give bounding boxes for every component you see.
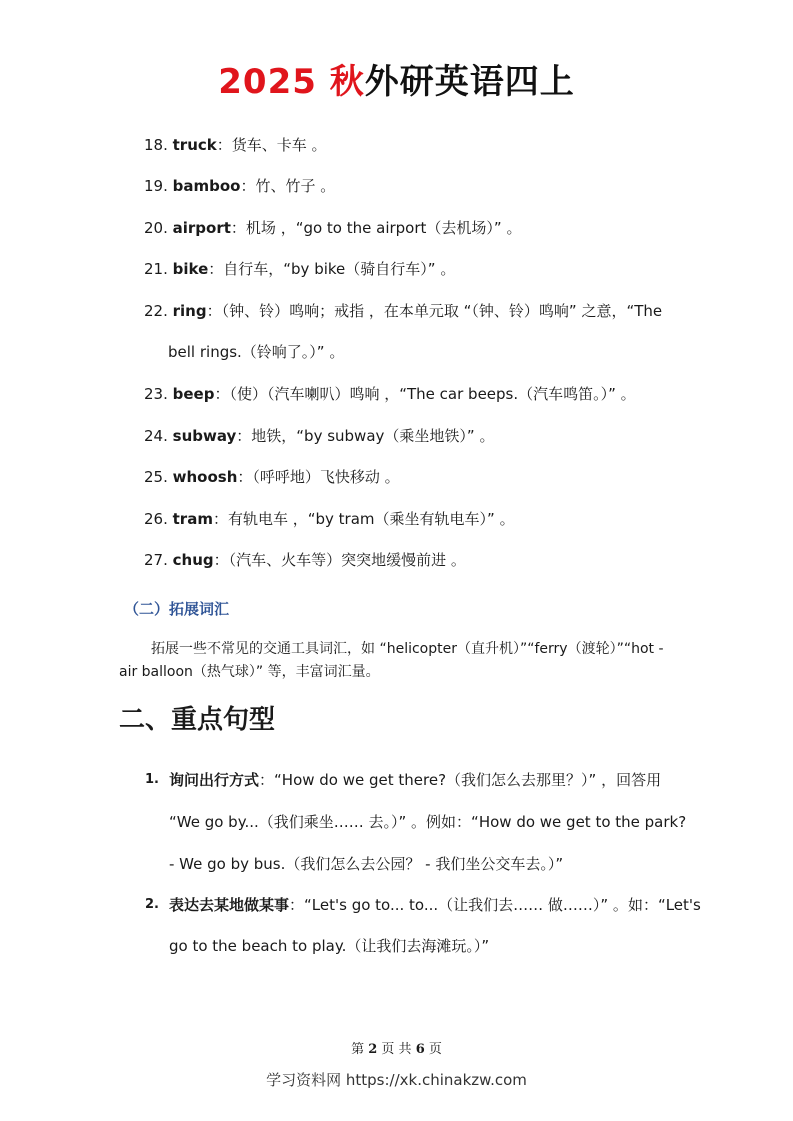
vocab-word: airport [172, 219, 231, 237]
title-subject: 外研英语四上 [364, 62, 575, 102]
sentence-text: ：“How do we get there?（我们怎么去那里？）” ，回答用 [259, 771, 662, 789]
title-year: 2025 [218, 62, 317, 102]
vocab-number: 22. [144, 302, 168, 320]
vocab-item-26 [144, 508, 515, 530]
vocab-word: ring [172, 302, 207, 320]
vocab-definition: ：机场 ，“go to the airport（去机场）” 。 [230, 219, 522, 237]
vocab-word: truck [172, 136, 217, 154]
vocab-word: tram [172, 510, 213, 528]
vocab-word: beep [172, 385, 215, 403]
vocab-item-27 [144, 549, 466, 571]
sentence-label: 询问出行方式 [169, 771, 260, 789]
vocab-number: 26. [144, 510, 168, 528]
vocab-item-23 [144, 383, 636, 405]
sentence-label: 表达去某地做某事 [169, 896, 290, 914]
vocab-number: 23. [144, 385, 168, 403]
vocab-word: chug [172, 551, 214, 569]
vocab-definition: ：（汽车、火车等）突突地缓慢前进 。 [213, 551, 466, 569]
title-season: 秋 [329, 62, 365, 102]
vocab-number: 21. [144, 260, 168, 278]
vocab-item-19 [144, 175, 335, 197]
sentence-number: 2. [145, 897, 159, 912]
vocab-word: subway [172, 427, 237, 445]
page-prefix: 第 [351, 1042, 365, 1057]
vocab-definition: ：竹、竹子 。 [240, 177, 336, 195]
page-mid: 页 共 [381, 1042, 412, 1057]
vocab-item-25 [144, 466, 400, 488]
page-suffix: 页 [428, 1042, 442, 1057]
vocab-word: whoosh [172, 468, 238, 486]
vocab-number: 20. [144, 219, 168, 237]
sentence-text: ：“Let's go to... to...（让我们去…… 做……）” 。如：“Let's [289, 896, 701, 914]
vocab-definition: ：（呼呼地）飞快移动 。 [237, 468, 400, 486]
vocab-word: bamboo [172, 177, 241, 195]
vocab-item-24 [144, 425, 494, 447]
page-current: 2 [368, 1042, 378, 1057]
sentence-number: 1. [145, 772, 159, 787]
sentence-line: go to the beach to play.（让我们去海滩玩。）” [169, 937, 490, 955]
vocab-word: bike [172, 260, 209, 278]
section-heading: 二、重点句型 [119, 705, 276, 735]
sentence-line: - We go by bus.（我们怎么去公园？ - 我们坐公交车去。）” [169, 855, 564, 873]
vocab-definition: ：货车、卡车 。 [216, 136, 327, 154]
vocab-number: 27. [144, 551, 168, 569]
vocab-definition: ：（使）（汽车喇叭）鸣响 ，“The car beeps.（汽车鸣笛。）” 。 [214, 385, 636, 403]
page-title [0, 58, 793, 106]
sentence-line: “We go by...（我们乘坐…… 去。）” 。例如：“How do we get to the park? [169, 813, 687, 831]
page-total: 6 [415, 1042, 425, 1057]
vocab-item-21 [144, 258, 455, 280]
extension-paragraph: 拓展一些不常见的交通工具词汇，如 “helicopter（直升机）”“ferry（渡轮）”“hot - air balloon（热气球）” 等，丰富词汇量。 [119, 641, 664, 680]
vocab-number: 25. [144, 468, 168, 486]
site-watermark: 学习资料网 https://xk.chinakzw.com [266, 1071, 527, 1089]
vocab-definition: ：地铁，“by subway（乘坐地铁）” 。 [236, 427, 495, 445]
vocab-definition: ：（钟、铃）鸣响；戒指 ，在本单元取 “（钟、铃）鸣响” 之意，“The [206, 302, 663, 320]
vocab-definition: ：自行车，“by bike（骑自行车）” 。 [208, 260, 456, 278]
vocab-number: 18. [144, 136, 168, 154]
vocab-item-18 [144, 134, 327, 156]
vocab-definition-continued: bell rings.（铃响了。）” 。 [168, 343, 345, 361]
vocab-item-22 [144, 300, 663, 361]
sentence-line [169, 894, 701, 916]
sentence-line [169, 769, 661, 791]
vocab-item-20 [144, 217, 521, 239]
page-number [0, 1040, 793, 1060]
vocab-number: 19. [144, 177, 168, 195]
vocab-number: 24. [144, 427, 168, 445]
extension-heading: （二）拓展词汇 [124, 600, 230, 618]
vocab-definition: ：有轨电车 ，“by tram（乘坐有轨电车）” 。 [212, 510, 515, 528]
